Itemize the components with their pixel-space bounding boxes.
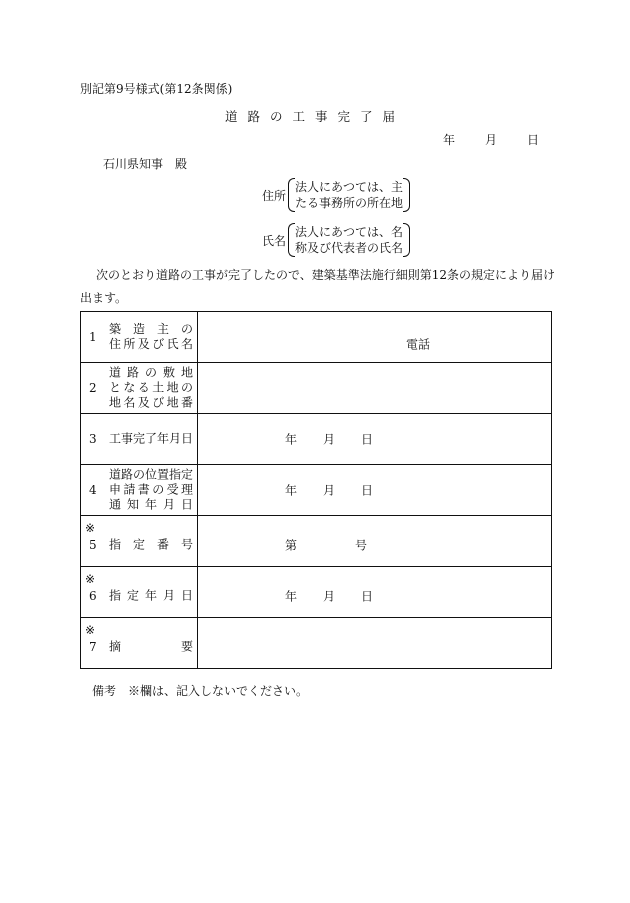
- remarks: [92, 682, 308, 699]
- serial-labels: [285, 537, 367, 554]
- date-day-label: 日: [527, 133, 540, 147]
- date-labels: [285, 588, 373, 605]
- day-label: 日: [361, 589, 374, 604]
- table-row: [81, 618, 552, 669]
- row-label-text: [109, 468, 193, 513]
- date-year-label: 年: [443, 133, 456, 147]
- row-number: 5: [89, 538, 97, 552]
- table-row: [81, 312, 552, 363]
- row-label-text: [109, 589, 193, 604]
- row-label: [81, 516, 198, 567]
- name-label: 氏名: [262, 233, 287, 248]
- row-label: [81, 465, 198, 516]
- row-label: [81, 414, 198, 465]
- land-location-field[interactable]: [198, 363, 552, 414]
- body-line2: 出ます。: [80, 291, 128, 305]
- year-label: 年: [285, 483, 298, 498]
- row-label-line: 申請書の受理: [109, 482, 193, 497]
- row-number: 7: [89, 640, 97, 654]
- date-labels: [285, 482, 373, 499]
- submission-date: [443, 131, 539, 148]
- remarks-label: 備考: [92, 684, 117, 698]
- row-label: [81, 567, 198, 618]
- remarks-text: ※欄は、記入しないでください。: [128, 684, 309, 698]
- form-reference: 別記第9号様式(第12条関係): [80, 82, 233, 96]
- row-label-text: [109, 432, 193, 447]
- document-title: 道路の工事完了届: [224, 109, 405, 124]
- row-label-text: [109, 538, 193, 553]
- row-label-line: 地名及び地番: [109, 395, 193, 410]
- row-number: 2: [89, 381, 97, 395]
- table-row: [81, 516, 552, 567]
- office-use-mark: ※: [85, 521, 96, 535]
- day-label: 日: [361, 432, 374, 447]
- row-label: [81, 618, 198, 669]
- name-note: [288, 223, 410, 257]
- row-label-text: [109, 366, 193, 411]
- completion-date-field[interactable]: [198, 414, 552, 465]
- address-note: [288, 178, 410, 212]
- go-label: 号: [355, 538, 368, 553]
- applicant-name: [262, 223, 410, 257]
- row-number: 6: [89, 589, 97, 603]
- row-label-line: 築 造 主 の: [109, 322, 193, 336]
- builder-field[interactable]: [198, 312, 552, 363]
- body-text: [80, 264, 560, 310]
- table-row: [81, 414, 552, 465]
- designation-date-field[interactable]: [198, 567, 552, 618]
- report-table: [80, 311, 552, 669]
- row-label-line: となる土地の: [109, 380, 193, 395]
- row-label-line: 通 知 年 月 日: [109, 497, 193, 512]
- row-number: 4: [89, 483, 97, 497]
- row-label-line: 住所及び氏名: [109, 337, 193, 351]
- row-label-text: [109, 640, 193, 655]
- row-label: [81, 312, 198, 363]
- row-number: 3: [89, 432, 97, 446]
- name-note-line2: 称及び代表者の氏名: [295, 241, 404, 255]
- row-label-line: 道路の位置指定: [109, 467, 194, 482]
- address-label: 住所: [262, 188, 287, 203]
- month-label: 月: [323, 432, 336, 447]
- summary-field[interactable]: [198, 618, 552, 669]
- table-row: [81, 465, 552, 516]
- date-labels: [285, 431, 373, 448]
- month-label: 月: [323, 483, 336, 498]
- year-label: 年: [285, 589, 298, 604]
- table-row: [81, 567, 552, 618]
- row-label-line: 道 路 の 敷 地: [109, 365, 193, 380]
- row-label-line: 工事完了年月日: [109, 431, 194, 446]
- body-line1: 次のとおり道路の工事が完了したので、建築基準法施行細則第12条の規定により届け: [96, 268, 556, 282]
- row-label: [81, 363, 198, 414]
- month-label: 月: [323, 589, 336, 604]
- address-note-line2: たる事務所の所在地: [295, 196, 404, 210]
- row-label-line: 指定年月日: [109, 588, 193, 603]
- row-label-line: 摘 要: [109, 639, 193, 654]
- receipt-date-field[interactable]: [198, 465, 552, 516]
- office-use-mark: ※: [85, 623, 96, 637]
- address-note-line1: 法人にあつては、主: [295, 180, 404, 194]
- row-number: 1: [89, 330, 97, 344]
- date-month-label: 月: [485, 133, 498, 147]
- row-label-text: [109, 322, 193, 352]
- designation-number-field[interactable]: [198, 516, 552, 567]
- dai-label: 第: [285, 538, 298, 553]
- office-use-mark: ※: [85, 572, 96, 586]
- row-label-line: 指 定 番 号: [109, 537, 193, 552]
- applicant-address: [262, 178, 410, 212]
- phone-label: 電話: [406, 337, 431, 352]
- name-note-line1: 法人にあつては、名: [295, 225, 404, 239]
- table-row: [81, 363, 552, 414]
- day-label: 日: [361, 483, 374, 498]
- addressee: 石川県知事 殿: [103, 157, 188, 171]
- year-label: 年: [285, 432, 298, 447]
